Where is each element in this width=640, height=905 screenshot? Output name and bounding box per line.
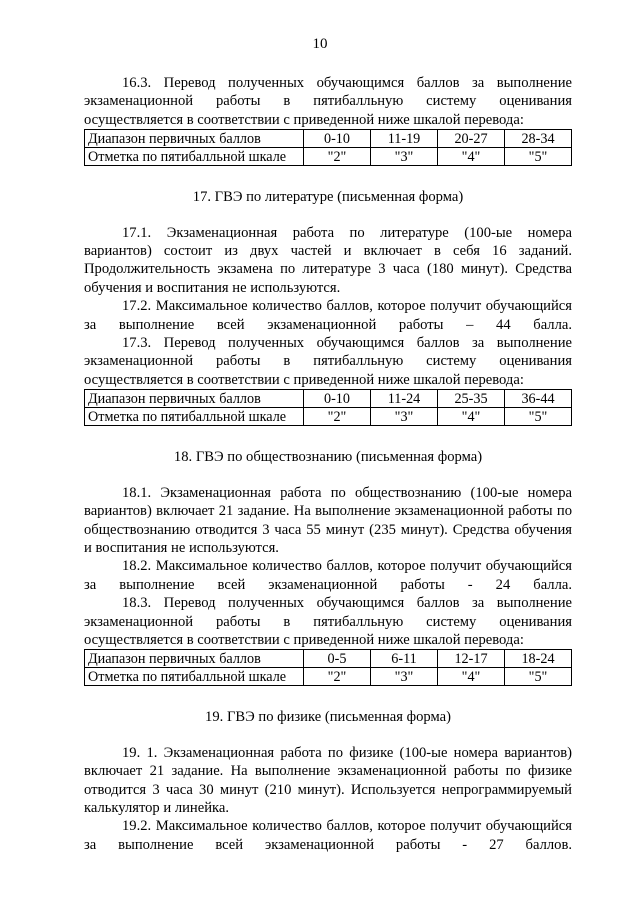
- table-cell: 11-24: [371, 390, 438, 408]
- table-row: [85, 130, 572, 148]
- table-cell: Отметка по пятибалльной шкале: [85, 148, 304, 166]
- table-cell: 12-17: [438, 650, 505, 668]
- grading-table-16: [84, 129, 572, 166]
- table-cell: Отметка по пятибалльной шкале: [85, 408, 304, 426]
- table-cell: Диапазон первичных баллов: [85, 650, 304, 668]
- table-cell: "4": [438, 148, 505, 166]
- table-cell: Отметка по пятибалльной шкале: [85, 668, 304, 686]
- table-cell: "3": [371, 408, 438, 426]
- paragraph-17-3: 17.3. Перевод полученных обучающимся баллов за выполнение экзаменационной работы в пятибалльную систему оценивания осуществляется в соответствии с приведенной ниже шкалой перевода:: [84, 335, 572, 388]
- paragraph-16-3: 16.3. Перевод полученных обучающимся баллов за выполнение экзаменационной работы в пятибалльную систему оценивания осуществляется в соответствии с приведенной ниже шкалой перевода:: [84, 75, 572, 128]
- page-number: 10: [312, 36, 328, 52]
- table-cell: Диапазон первичных баллов: [85, 130, 304, 148]
- table-row: [85, 148, 572, 166]
- table-cell: 20-27: [438, 130, 505, 148]
- paragraph-18-2: 18.2. Максимальное количество баллов, которое получит обучающийся за выполнение всей экзаменационной работы - 24 балла.: [84, 558, 572, 593]
- table-cell: "4": [438, 668, 505, 686]
- table-cell: 6-11: [371, 650, 438, 668]
- paragraph-18-1: 18.1. Экзаменационная работа по обществознанию (100-ые номера вариантов) включает 21 задание. На выполнение экзаменационной работы по обществознанию отводится 3 часа 55 минут (235 минут). Средства обучения и воспитания не используются.: [84, 484, 572, 556]
- table-cell: "2": [304, 668, 371, 686]
- paragraph-18-3: 18.3. Перевод полученных обучающимся баллов за выполнение экзаменационной работы в пятибалльную систему оценивания осуществляется в соответствии с приведенной ниже шкалой перевода:: [84, 595, 572, 648]
- section-heading-17: 17. ГВЭ по литературе (письменная форма): [192, 189, 464, 206]
- table-cell: "4": [438, 408, 505, 426]
- table-cell: 28-34: [505, 130, 572, 148]
- table-cell: 0-10: [304, 390, 371, 408]
- table-cell: Диапазон первичных баллов: [85, 390, 304, 408]
- section-heading-19: 19. ГВЭ по физике (письменная форма): [205, 709, 451, 726]
- grading-table-18: [84, 649, 572, 686]
- table-row: [85, 668, 572, 686]
- paragraph-19-2: 19.2. Максимальное количество баллов, которое получит обучающийся за выполнение всей экзаменационной работы - 27 баллов.: [84, 818, 572, 853]
- table-cell: "5": [505, 408, 572, 426]
- document-body: [84, 74, 572, 854]
- table-cell: "2": [304, 408, 371, 426]
- table-cell: "5": [505, 668, 572, 686]
- table-cell: 18-24: [505, 650, 572, 668]
- table-cell: 0-10: [304, 130, 371, 148]
- paragraph-17-2: 17.2. Максимальное количество баллов, которое получит обучающийся за выполнение всей экзаменационной работы – 44 балла.: [84, 298, 572, 333]
- table-cell: 25-35: [438, 390, 505, 408]
- table-cell: "5": [505, 148, 572, 166]
- table-row: [85, 408, 572, 426]
- table-cell: 11-19: [371, 130, 438, 148]
- table-cell: "3": [371, 668, 438, 686]
- grading-table-17: [84, 389, 572, 426]
- section-heading-18: 18. ГВЭ по обществознанию (письменная форма): [173, 449, 483, 466]
- table-cell: 0-5: [304, 650, 371, 668]
- table-cell: 36-44: [505, 390, 572, 408]
- table-cell: "3": [371, 148, 438, 166]
- table-row: [85, 650, 572, 668]
- table-cell: "2": [304, 148, 371, 166]
- paragraph-19-1: 19. 1. Экзаменационная работа по физике (100-ые номера вариантов) включает 21 задание. На выполнение экзаменационной работы по физике отводится 3 часа 30 минут (210 минут). Используется непрограммируемый калькулятор и линейка.: [84, 744, 572, 816]
- paragraph-17-1: 17.1. Экзаменационная работа по литературе (100-ые номера вариантов) состоит из двух частей и включает в себя 16 заданий. Продолжительность экзамена по литературе 3 часа (180 минут). Средства обучения и воспитания не используются.: [84, 224, 572, 296]
- table-row: [85, 390, 572, 408]
